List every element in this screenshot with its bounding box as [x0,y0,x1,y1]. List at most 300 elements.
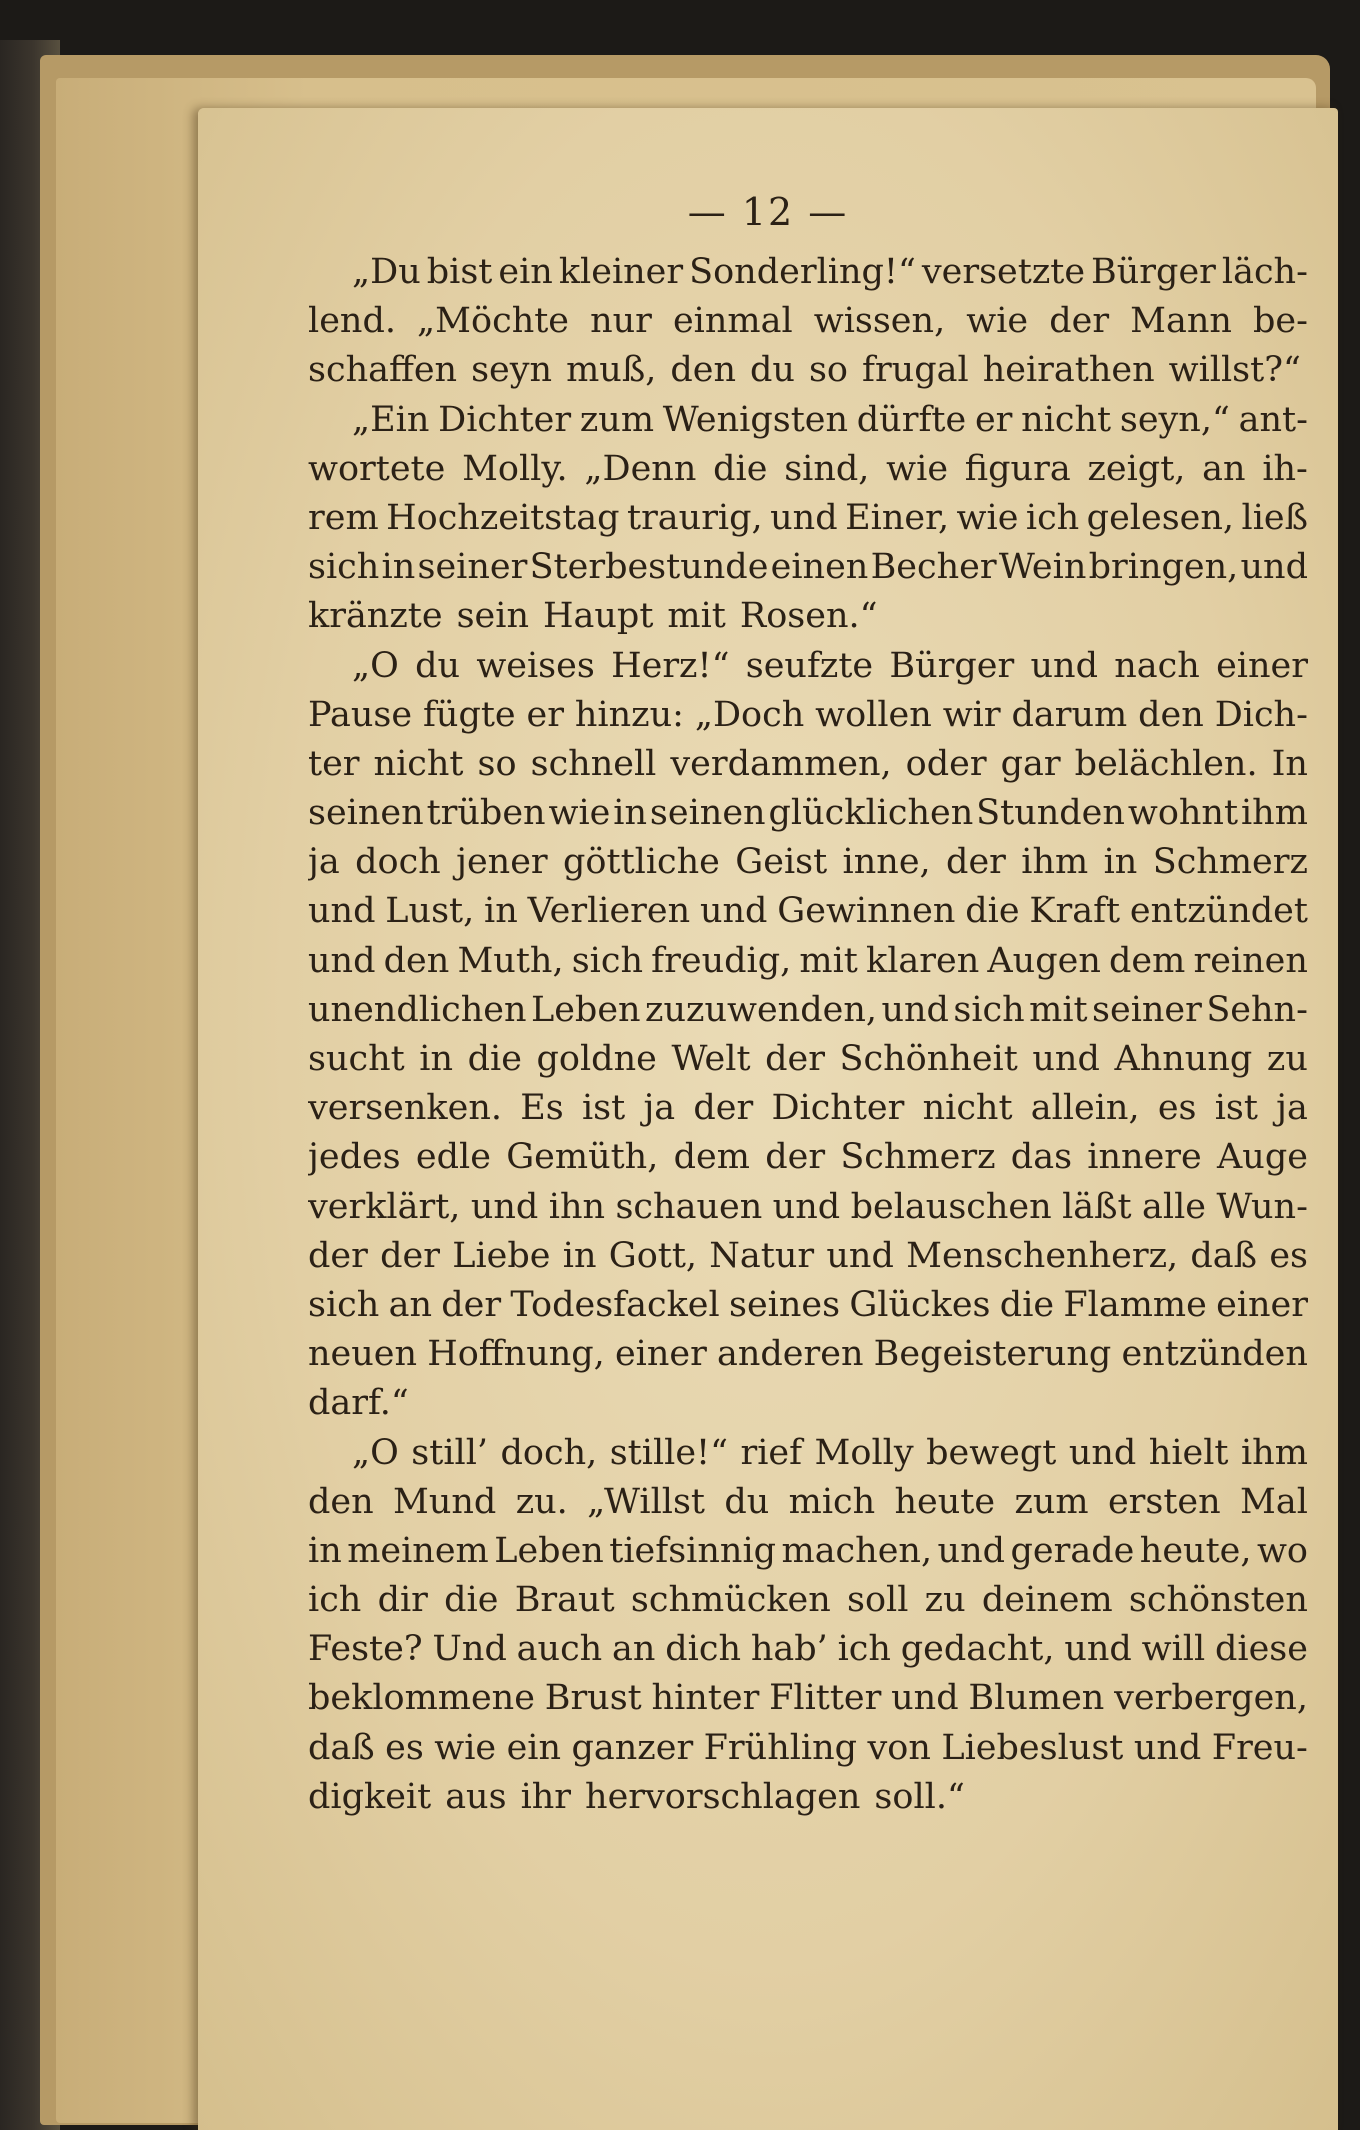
word: trüben [426,793,546,834]
text-line [308,1478,1308,1527]
word: reinen [1193,940,1308,981]
word: er [974,399,1013,440]
word: und [772,1186,841,1227]
word: Frühling [703,1727,858,1768]
word: seyn,“ [1119,399,1230,440]
word: Becher [870,547,997,588]
word: ihn [548,1186,606,1227]
word: Molly [814,1432,914,1473]
word: dich [665,1629,742,1670]
word: von [867,1727,931,1768]
word: Verlieren [527,891,691,932]
word: versenken. [308,1088,503,1129]
word: einen [770,547,869,588]
word: ein [498,252,553,292]
word: einmal [672,301,793,342]
word: glücklichen [768,793,974,834]
word: figura [964,448,1071,489]
word: fügte [422,694,516,735]
word: sein [456,596,529,637]
word: an [388,1284,432,1325]
word: Und [432,1629,507,1670]
word: Bürger [889,645,1015,686]
word: Sonderling!“ [689,252,916,292]
word: daß [308,1727,375,1768]
word: Geist [735,842,828,883]
text-line [308,691,1308,740]
word: und [1064,1629,1132,1670]
word: digkeit [308,1776,432,1817]
word: und [770,497,838,538]
word: seinen [308,793,424,834]
word: heute [894,1481,996,1522]
word: ih- [1262,448,1308,489]
word: und [1032,1039,1100,1079]
word: darf.“ [308,1383,409,1424]
word: Schmerz [1152,842,1308,883]
word: „Denn [584,448,697,489]
text-line [308,1035,1308,1084]
word: die [444,1580,499,1621]
word: Leben [530,989,641,1030]
word: gedacht, [900,1629,1055,1670]
word: Flamme [1063,1284,1207,1325]
word: schmücken [630,1580,831,1621]
word: in [308,1530,342,1571]
word: Bürger [1091,252,1216,292]
word: Braut [514,1580,615,1621]
word: Molly. [462,448,568,489]
word: Sehn- [1206,989,1308,1030]
word: wie [434,1727,497,1768]
word: den [308,1481,374,1522]
word: und [1068,1432,1137,1473]
word: an [612,1629,656,1670]
text-line [308,1183,1308,1232]
text-line [308,346,1308,395]
word: soll [847,1580,909,1621]
word: sind, [784,448,870,489]
word: nicht [1021,399,1112,440]
word: Wenigsten [662,399,849,440]
word: doch [355,842,441,883]
word: ihm [1021,842,1089,883]
text-line [308,1379,1308,1428]
word: zum [1014,1481,1089,1522]
word: und [881,989,949,1030]
word: entzündet [1129,891,1308,932]
word: gerade [1010,1530,1135,1571]
word: der [308,1235,368,1276]
word: Gewinnen [777,891,956,932]
word: Gott, [608,1235,698,1276]
word: ihm [1240,793,1308,834]
text-line [308,740,1308,789]
text-line [308,297,1308,346]
word: wir [942,694,1001,735]
word: Hoffnung, [427,1334,605,1375]
word: und [1030,645,1098,686]
word: hielt [1148,1432,1229,1473]
word: willst?“ [1168,350,1301,391]
word: kränzte [308,596,443,637]
word: wie [966,301,1029,342]
text-line [308,1773,1308,1822]
word: mich [788,1481,876,1522]
word: ich [837,1629,891,1670]
word: Ahnung [1114,1039,1253,1079]
word: der [1049,301,1110,342]
word: ich [1025,497,1080,538]
word: Dichter [438,399,572,440]
word: heirathen [982,350,1155,391]
word: ihr [520,1776,572,1817]
word: wissen, [813,301,946,342]
word: darum [1011,694,1128,735]
word: ter [308,743,360,784]
word: wie [548,793,611,834]
word: diese [1214,1629,1308,1670]
word: die [999,1284,1055,1325]
word: zuzuwenden, [645,989,877,1030]
word: ganzer [571,1727,694,1768]
word: es [1157,1088,1197,1129]
word: dem [673,1137,750,1178]
word: „O [352,1432,399,1473]
text-line [308,1576,1308,1625]
word: und [699,891,768,932]
word: Herz!“ [611,645,730,686]
word: in [381,547,416,588]
word: und [470,1186,539,1227]
word: in [419,1039,454,1079]
word: in [613,793,648,834]
word: Schönheit [839,1039,1018,1079]
word: Dich- [1214,694,1308,735]
word: Gemüth, [506,1137,659,1178]
word: meinem [347,1530,489,1571]
page-number: — 12 — [687,190,849,234]
word: inne, [842,842,931,883]
word: Flitter [769,1678,882,1719]
word: es [385,1727,424,1768]
word: nicht [922,1088,1013,1129]
word: der [765,1039,825,1079]
page-text [308,248,1308,1822]
word: und [308,940,376,981]
word: zum [579,399,655,440]
word: oder [905,743,987,784]
word: Sterbestunde [529,547,769,588]
word: in [1103,842,1138,883]
word: still’ [411,1432,489,1473]
text-line [308,789,1308,838]
word: gelesen, [1086,497,1235,538]
word: und [1133,1727,1202,1768]
word: Menschenherz, [906,1235,1179,1276]
word: gar [1000,743,1061,784]
word: Freu- [1211,1727,1308,1768]
text-line [308,1330,1308,1379]
word: mit [1029,989,1088,1030]
word: heute, [1139,1530,1252,1571]
word: verbergen, [1114,1678,1308,1719]
word: der [946,842,1006,883]
word: einer [1216,1284,1308,1325]
word: In [1271,743,1308,784]
word: wie [956,497,1019,538]
word: und [937,1530,1006,1571]
word: will [1141,1629,1206,1670]
word: bewegt [926,1432,1057,1473]
word: die [713,448,768,489]
word: dem [1109,940,1186,981]
word: „Doch [694,694,805,735]
word: frugal [862,350,969,391]
word: Begeisterung [873,1334,1112,1375]
word: unendlichen [308,989,527,1030]
word: Kraft [1029,891,1121,932]
word: tiefsinnig [609,1530,777,1571]
word: Todesfackel [510,1284,720,1325]
word: wo [1256,1530,1308,1571]
text-line [308,1674,1308,1723]
word: göttliche [563,842,720,883]
word: er [526,694,564,735]
word: jener [456,842,548,883]
word: das [1010,1137,1073,1178]
word: Liebeslust [941,1727,1124,1768]
word: versetzte [921,252,1086,292]
word: Welt [671,1039,751,1079]
word: sich [953,989,1025,1030]
word: nur [590,301,652,342]
word: Natur [709,1235,815,1276]
word: Brust [544,1678,642,1719]
word: ant- [1238,399,1308,440]
text-line [308,445,1308,494]
word: anderen [716,1334,864,1375]
word: mit [799,940,858,981]
word: an [1202,448,1246,489]
word: ist [581,1088,626,1129]
word: rief [740,1432,803,1473]
word: ja [643,1088,676,1129]
word: in [562,1235,597,1276]
word: auch [516,1629,603,1670]
text-line [308,1084,1308,1133]
word: freudig, [651,940,792,981]
word: ihm [1240,1432,1308,1473]
word: den [383,940,450,981]
word: weises [476,645,595,686]
word: wie [886,448,949,489]
word: doch, [500,1432,598,1473]
word: bist [426,252,493,292]
word: Pause [308,694,413,735]
word: Hochzeitstag [386,497,620,538]
word: ersten [1107,1481,1221,1522]
word: mit [667,596,726,637]
text-line [308,494,1308,543]
word: Leben [494,1530,604,1571]
word: Stunden [976,793,1125,834]
word: schaffen [308,350,458,391]
word: seiner [1092,989,1202,1030]
word: der [765,1137,826,1178]
word: allein, [1030,1088,1140,1129]
word: muß, [566,350,657,391]
word: Haupt [543,596,654,637]
word: klaren [865,940,980,981]
word: beklommene [308,1678,535,1719]
word: daß [1190,1235,1258,1276]
word: Es [520,1088,564,1129]
word: läch- [1221,252,1308,292]
word: entzünden [1121,1334,1308,1375]
word: Einer, [845,497,950,538]
word: hab’ [750,1629,828,1670]
word: ja [308,842,340,883]
text-line [308,838,1308,887]
word: läßt [1062,1186,1132,1227]
text-line [308,937,1308,986]
word: die [467,1039,522,1079]
word: ließ [1241,497,1308,538]
word: in [484,891,518,932]
word: ist [1214,1088,1258,1129]
word: so [477,743,517,784]
text-line [308,396,1308,445]
word: der [380,1235,440,1276]
word: ein [506,1727,562,1768]
word: edle [415,1137,491,1178]
word: zu [924,1580,966,1621]
word: hinter [651,1678,760,1719]
word: nach [1114,645,1200,686]
word: verklärt, [308,1186,461,1227]
word: „Du [352,252,421,292]
word: schönsten [1128,1580,1308,1621]
word: Mann [1130,301,1232,342]
word: und [308,891,376,932]
text-line [308,248,1308,297]
word: die [965,891,1020,932]
word: Augen [987,940,1101,981]
word: und [1240,547,1308,588]
word: traurig, [627,497,763,538]
word: hinzu: [574,694,684,735]
word: sucht [308,1039,405,1079]
word: du [750,350,795,391]
word: schauen [615,1186,763,1227]
word: Dichter [771,1088,905,1129]
word: zeigt, [1087,448,1186,489]
word: be- [1252,301,1308,342]
word: lend. [308,301,396,342]
word: kleiner [558,252,684,292]
word: der [441,1284,502,1325]
word: rem [308,497,379,538]
text-line [308,986,1308,1035]
word: jedes [308,1137,401,1178]
word: den [1138,694,1204,735]
word: einer [614,1334,707,1375]
word: Glückes [849,1284,991,1325]
word: seufzte [745,645,874,686]
word: Muth, [457,940,564,981]
word: Blumen [968,1678,1105,1719]
word: den [670,350,736,391]
word: Rosen.“ [739,596,878,637]
word: wortete [308,448,446,489]
word: dir [377,1580,428,1621]
word: einer [1216,645,1308,686]
word: seines [728,1284,841,1325]
word: soll.“ [874,1776,965,1817]
word: Wein [998,547,1087,588]
text-line [308,642,1308,691]
word: „Möchte [417,301,570,342]
word: so [808,350,848,391]
text-line [308,1281,1308,1330]
word: hervorschlagen [585,1776,861,1817]
word: „Willst [587,1481,705,1522]
word: zu [1266,1039,1308,1079]
text-line [308,592,1308,641]
word: der [693,1088,754,1129]
word: zu. [515,1481,568,1522]
text-line [308,1232,1308,1281]
word: und [826,1235,894,1276]
word: du [415,645,461,686]
word: stille!“ [609,1432,728,1473]
word: goldne [536,1039,657,1079]
word: aus [445,1776,507,1817]
word: seinen [649,793,766,834]
word: Lust, [385,891,475,932]
word: und [891,1678,959,1719]
word: Auge [1217,1137,1308,1178]
word: wollen [815,694,932,735]
word: Wun- [1216,1186,1308,1227]
word: seyn [471,350,553,391]
word: innere [1087,1137,1202,1178]
word: neuen [308,1334,418,1375]
word: Mal [1240,1481,1308,1522]
text-line [308,543,1308,592]
text-line [308,1429,1308,1478]
text-line [308,887,1308,936]
word: Feste? [308,1629,423,1670]
word: sich [308,1284,380,1325]
word: dürfte [856,399,967,440]
word: es [1269,1235,1308,1276]
text-line [308,1724,1308,1773]
word: „O [352,645,399,686]
word: machen, [781,1530,933,1571]
word: „Ein [352,399,430,440]
word: ich [308,1580,362,1621]
word: schnell [530,743,657,784]
word: belauschen [850,1186,1052,1227]
word: ja [1276,1088,1308,1129]
word: alle [1142,1186,1207,1227]
book-page [198,108,1338,2130]
word: sich [571,940,644,981]
word: sich [308,547,380,588]
word: Schmerz [840,1137,996,1178]
